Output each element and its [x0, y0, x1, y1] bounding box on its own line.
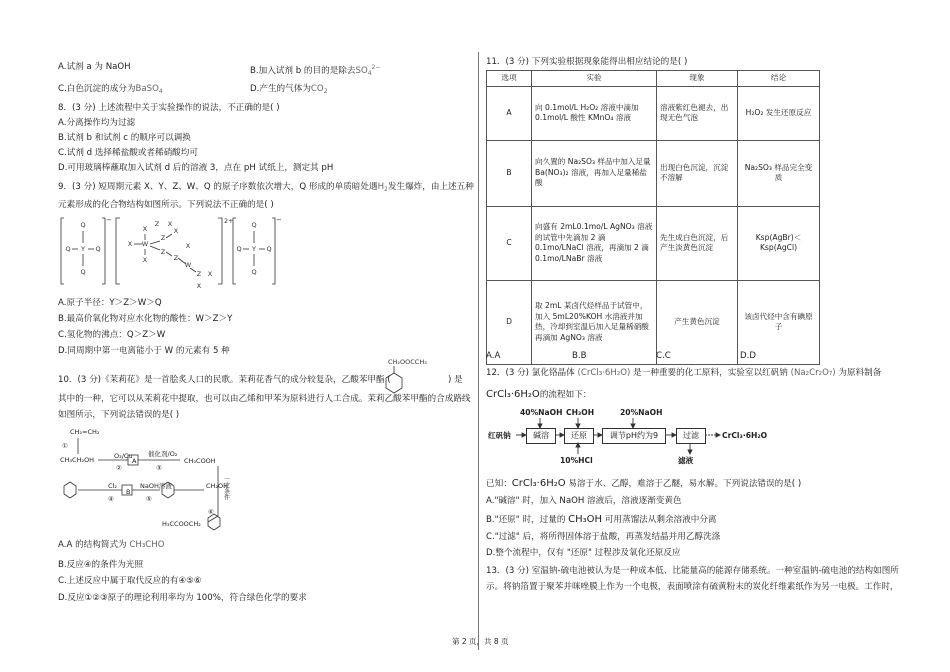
row-phenomenon: 出现白色沉淀，沉淀不溶解 — [657, 140, 738, 206]
svg-text:Q: Q — [95, 245, 101, 253]
flow-start: 红矾钠 — [488, 431, 511, 440]
svg-text:①: ① — [62, 442, 68, 450]
svg-text:X: X — [196, 282, 202, 290]
q10-synthesis-scheme — [58, 426, 298, 530]
flow-step-adjust-ph: 调节pH约为9 — [602, 428, 666, 444]
svg-text:Q: Q — [80, 268, 86, 276]
q7-option-c: C.白色沉淀的成分为BaSO$_4$ — [58, 84, 163, 95]
svg-text:A: A — [132, 457, 137, 465]
svg-text:Q: Q — [80, 221, 86, 229]
q7-option-a: A.试剂 a 为 NaOH — [58, 62, 131, 72]
svg-text:Q: Q — [65, 245, 71, 253]
q10-option-b: B.反应④的条件为光照 — [58, 560, 144, 570]
table-row — [487, 86, 820, 140]
row-experiment: 向盛有 2mL0.1mo/L AgNO₃ 溶液的试管中先滴加 2 滴 0.1mo/LNaCl 溶液，再滴加 2 滴 0.1mo/LNaBr 溶液 — [532, 206, 657, 280]
q10-option-a: A.A 的结构简式为 CH₃CHO — [58, 540, 165, 550]
q10-stem-line1: 10．(3 分)《茉莉花》是一首脍炙人口的民歌。茉莉花香气的成分较复杂，乙酸苯甲酯 ( — [58, 375, 391, 385]
q9-stem-line1: 9．(3 分) 短周期元素 X、Y、Z、W、Q 的原子序数依次增大，Q 形成的单质暗处遇$H_2$发生爆炸，由上述五种 — [58, 182, 474, 193]
q12-option-c: C."过滤" 后，将所得固体溶于盐酸，再蒸发结晶并用乙醇洗涤 — [486, 532, 721, 542]
q10-stem-end: ) 是 — [448, 375, 463, 385]
svg-text:②: ② — [116, 464, 122, 472]
reagent-ch3oh: CH₃OH — [566, 408, 595, 417]
svg-text:B: B — [126, 488, 131, 496]
reagent-naoh40: 40%NaOH — [520, 408, 563, 417]
q8-option-b: B.试剂 b 和试剂 c 的顺序可以调换 — [58, 133, 191, 143]
flow-step-reduce: 还原 — [564, 428, 594, 444]
svg-text:⑤: ⑤ — [146, 495, 152, 503]
q11-table — [486, 70, 820, 365]
reagent-hcl: 10%HCl — [560, 456, 593, 465]
svg-text:Z: Z — [173, 254, 179, 262]
row-option: B — [487, 140, 532, 206]
svg-text:CH₃COOH: CH₃COOH — [184, 457, 216, 465]
svg-text:X: X — [173, 227, 179, 235]
q11-choice-d: D.D — [740, 351, 756, 361]
header-phenomenon: 现象 — [657, 71, 738, 87]
svg-text:④: ④ — [108, 495, 114, 503]
svg-text:2+: 2+ — [224, 217, 234, 225]
flow-filtrate: 滤液 — [678, 456, 694, 465]
benzyl-acetate-structure — [372, 356, 456, 396]
table-row — [487, 280, 820, 364]
svg-text:CH₂OH: CH₂OH — [206, 482, 229, 490]
q12-stem-line2: CrCl₃·6H₂O的流程如下： — [486, 389, 592, 400]
svg-text:Y: Y — [252, 245, 256, 253]
q11-choice-c: C.C — [656, 351, 671, 361]
q13-line2: 示。将钠箔置于聚苯并咪唑膜上作为一个电极，表面喷涂有硫黄粉末的炭化纤维素纸作为另一电极。工作时， — [486, 582, 899, 592]
row-conclusion: Na₂SO₃ 样品完全变质 — [738, 140, 820, 206]
q12-flowchart — [486, 404, 786, 468]
svg-text:Z: Z — [160, 234, 166, 242]
svg-text:③: ③ — [156, 464, 162, 472]
row-phenomenon: 先生成白色沉淀，后产生淡黄色沉淀 — [657, 206, 738, 280]
svg-text:CH₃CH₂OH: CH₃CH₂OH — [60, 456, 95, 464]
svg-text:Q: Q — [266, 245, 272, 253]
q8-option-a: A.分离操作均为过滤 — [58, 118, 136, 128]
q11-choice-a: A.A — [486, 351, 501, 361]
svg-text:NaOH溶液: NaOH溶液 — [140, 482, 172, 490]
q8-option-d: D.可用玻璃棒蘸取加入试剂 d 后的溶液 3，点在 pH 试纸上，测定其 pH — [58, 163, 334, 173]
svg-text:⑥: ⑥ — [208, 508, 214, 516]
q9-option-d: D.同周期中第一电离能小于 W 的元素有 5 种 — [58, 346, 230, 356]
svg-text:X: X — [142, 225, 148, 233]
svg-text:X: X — [127, 240, 133, 248]
flow-step-filter: 过滤 — [676, 428, 706, 444]
q10-stem-line3: 如图所示，下列说法错误的是( ) — [58, 410, 180, 420]
page-footer: 第 2 页，共 8 页 — [452, 637, 509, 646]
flow-arrows — [486, 404, 786, 468]
svg-text:−: − — [276, 216, 282, 224]
q9-option-a: A.原子半径：Y＞Z＞W＞Q — [58, 298, 162, 308]
svg-text:一定条件: 一定条件 — [222, 476, 230, 500]
svg-text:X: X — [167, 220, 173, 228]
row-option: C — [487, 206, 532, 280]
row-conclusion: 该卤代烃中含有碘原子 — [738, 280, 820, 364]
svg-text:Q: Q — [251, 268, 257, 276]
svg-text:−: − — [106, 216, 112, 224]
row-experiment: 向久置的 Na₂SO₃ 样品中加入足量 Ba(NO₃)₂ 溶液，再加入足量稀盐酸 — [532, 140, 657, 206]
q8-stem: 8．(3 分) 上述流程中关于实验操作的说法，不正确的是( ) — [58, 103, 280, 113]
q11-choice-b: B.B — [572, 351, 587, 361]
svg-text:X: X — [142, 256, 148, 264]
flow-step-alkali: 碱溶 — [526, 428, 556, 444]
column-divider — [478, 52, 479, 650]
svg-text:W: W — [141, 240, 149, 248]
q12-option-a: A."碱溶" 时，加入 NaOH 溶液后，溶液逐渐变黄色 — [486, 496, 682, 506]
q12-known: 已知：CrCl₃·6H₂O 易溶于水、乙醇，难溶于乙醚，易水解。下列说法错误的是( ) — [486, 478, 802, 489]
svg-text:Q: Q — [236, 245, 242, 253]
svg-text:Z: Z — [154, 220, 160, 228]
svg-text:X: X — [185, 242, 191, 250]
q12-option-b: B."还原" 时，过量的 CH₃OH 可用蒸馏法从剩余溶液中分离 — [486, 514, 717, 525]
flow-end: CrCl₃·6H₂O — [722, 431, 768, 440]
svg-text:W: W — [184, 261, 192, 269]
table-row — [487, 140, 820, 206]
svg-text:Z: Z — [160, 248, 166, 256]
q7-option-d: D.产生的气体为$CO_2$ — [250, 84, 328, 95]
q7-option-b: B.加入试剂 b 的目的是除去$SO_4^{2-}$ — [250, 64, 381, 77]
svg-text:Q: Q — [251, 221, 257, 229]
row-experiment: 向 0.1mol/L H₂O₂ 溶液中滴加 0.1mol/L 酸性 KMnO₄ 溶液 — [532, 86, 657, 140]
q8-option-c: C.试剂 d 选择稀盐酸或者稀硝酸均可 — [58, 148, 198, 158]
header-conclusion: 结论 — [738, 71, 820, 87]
row-option: A — [487, 86, 532, 140]
svg-text:X: X — [207, 270, 213, 278]
q10-option-c: C.上述反应中属于取代反应的有④⑤⑥ — [58, 576, 202, 586]
q12-option-d: D.整个流程中，仅有 "还原" 过程涉及氧化还原反应 — [486, 548, 681, 558]
table-header-row — [487, 71, 820, 87]
row-phenomenon: 产生黄色沉淀 — [657, 280, 738, 364]
q13-line1: 13．(3 分) 室温钠-硫电池被认为是一种成本低、比能量高的能源存储系统。一种室温钠-硫电池的结构如图所 — [486, 566, 899, 576]
svg-text:H₃CCOOCH₂: H₃CCOOCH₂ — [162, 520, 201, 528]
q9-structure-figure — [58, 214, 280, 292]
row-phenomenon: 溶液紫红色褪去，出现无色气泡 — [657, 86, 738, 140]
svg-text:CH₂OOCCH₃: CH₂OOCCH₃ — [388, 358, 427, 366]
table-row — [487, 206, 820, 280]
q9-option-b: B.最高价氧化物对应水化物的酸性：W＞Z＞Y — [58, 314, 233, 324]
q11-stem: 11．(3 分) 下列实验根据现象能得出相应结论的是( ) — [486, 57, 688, 67]
q12-stem-line1: 12．(3 分) 氯化铬晶体 (CrCl₃·6H₂O) 是一种重要的化工原料，实验室以红矾钠 (Na₂Cr₂O₇) 为原料制备 — [486, 368, 882, 378]
row-experiment: 取 2mL 某卤代烃样品于试管中，加入 5mL20%KOH 水溶液并加热，冷却到室温后加入足量稀硝酸再滴加 AgNO₃ 溶液 — [532, 280, 657, 364]
q10-stem-line2: 其中的一种，它可以从茉莉花中提取，也可以由乙烯和甲苯为原料进行人工合成。茉莉乙酸苯甲酯的合成路线 — [58, 394, 471, 404]
svg-text:Z: Z — [196, 270, 202, 278]
svg-text:催化剂/O₂: 催化剂/O₂ — [148, 450, 178, 458]
q9-option-c: C.氢化物的沸点：Q＞Z＞W — [58, 330, 166, 340]
row-conclusion: Ksp(AgBr)＜Ksp(AgCl) — [738, 206, 820, 280]
row-conclusion: H₂O₂ 发生还原反应 — [738, 86, 820, 140]
header-option: 选项 — [487, 71, 532, 87]
reagent-naoh20: 20%NaOH — [620, 408, 663, 417]
q10-option-d: D.反应①②③原子的理论利用率均为 100%，符合绿色化学的要求 — [58, 593, 307, 603]
svg-text:O₂/Cu: O₂/Cu — [114, 452, 133, 460]
svg-text:Cl₂: Cl₂ — [108, 482, 117, 490]
header-experiment: 实验 — [532, 71, 657, 87]
row-option: D — [487, 280, 532, 364]
q9-stem-line2: 元素形成的化合物结构如图所示。下列说法不正确的是( ) — [58, 200, 274, 210]
svg-text:CH₂=CH₂: CH₂=CH₂ — [70, 428, 100, 436]
svg-text:Y: Y — [81, 245, 85, 253]
